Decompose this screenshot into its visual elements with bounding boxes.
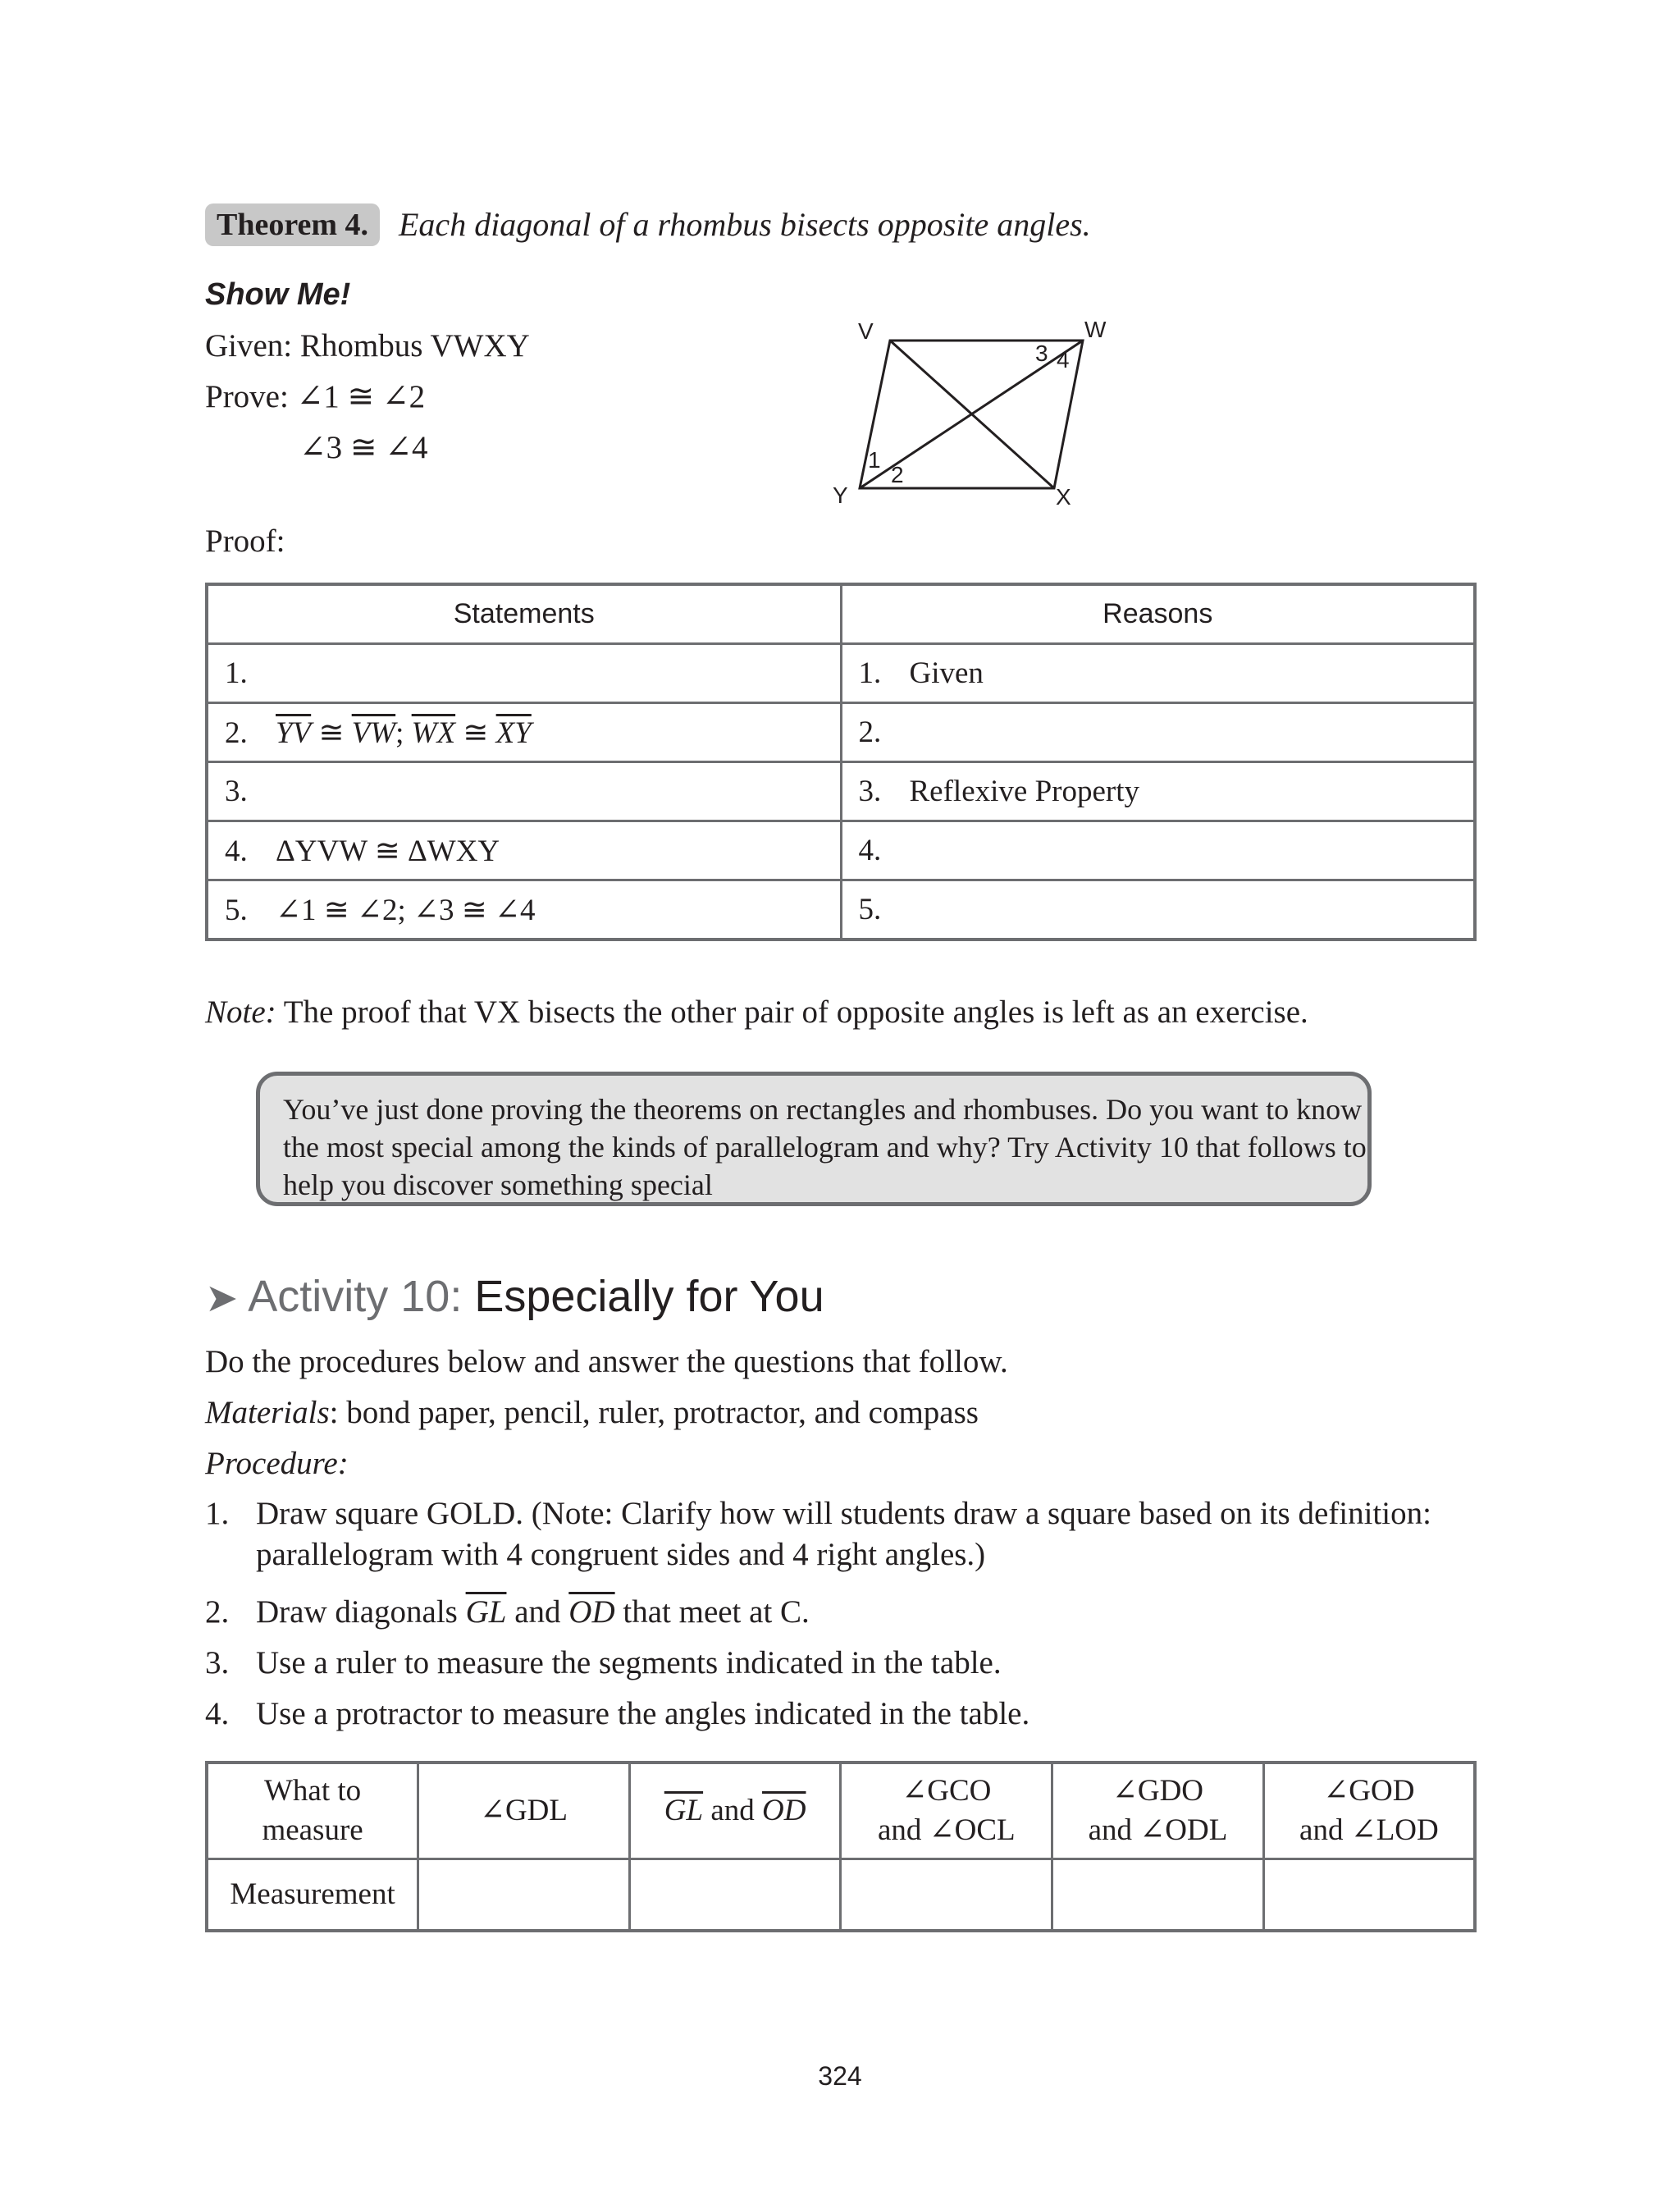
note-label: Note: <box>205 994 276 1030</box>
theorem-label: Theorem 4. <box>205 203 380 246</box>
arrow-icon: ➤ <box>205 1277 239 1320</box>
measurement-table <box>205 1761 1477 1932</box>
angle-label-4: 4 <box>1057 347 1070 373</box>
callout-box <box>256 1072 1372 1206</box>
what-to-measure-header: What to measure <box>207 1763 418 1859</box>
reason-cell[interactable]: 5. <box>841 880 1475 940</box>
given-line: Given: Rhombus VWXY <box>205 328 530 363</box>
vertex-label-v: V <box>858 318 874 344</box>
prove-line-1: Prove: ∠1 ≅ ∠2 <box>205 379 426 414</box>
note-paragraph <box>205 993 1308 1033</box>
materials-line <box>205 1393 979 1433</box>
activity-heading <box>205 1270 824 1325</box>
header-god-lod: ∠GOD and ∠LOD <box>1263 1763 1475 1859</box>
statement-cell[interactable]: 5. ∠1 ≅ ∠2; ∠3 ≅ ∠4 <box>207 880 841 940</box>
statement-cell[interactable]: 4. ΔYVW ≅ ΔWXY <box>207 821 841 880</box>
table-row <box>207 703 1475 762</box>
header-gdl: ∠GDL <box>418 1763 630 1859</box>
prove-line-2: ∠3 ≅ ∠4 <box>299 430 428 465</box>
measurement-cell[interactable] <box>418 1859 630 1932</box>
angle-label-3: 3 <box>1035 341 1048 366</box>
statement-cell[interactable]: 2. $\overline{YV}$ ≅ $\overline{VW}$; $\overline{WX}$ ≅ $\overline{XY}$ <box>207 703 841 762</box>
table-row <box>207 880 1475 940</box>
vertex-label-y: Y <box>833 482 848 508</box>
callout-line: You’ve just done proving the theorems on rectangles and rhombuses. Do you want to know <box>283 1093 1363 1126</box>
proof-table-header <box>207 584 1475 644</box>
angle-label-1: 1 <box>868 447 881 473</box>
statement-cell[interactable]: 3. <box>207 762 841 821</box>
measurement-cell[interactable] <box>629 1859 841 1932</box>
callout-line: the most special among the kinds of parallelogram and why? Try Activity 10 that follows to <box>283 1131 1367 1164</box>
angle-label-2: 2 <box>891 462 904 487</box>
reason-cell[interactable]: 2. <box>841 703 1475 762</box>
header-gdo-odl: ∠GDO and ∠ODL <box>1052 1763 1264 1859</box>
proof-table <box>205 583 1477 941</box>
header-gco-ocl: ∠GCO and ∠OCL <box>841 1763 1052 1859</box>
measurement-cell[interactable] <box>1263 1859 1475 1932</box>
reason-cell[interactable]: 1. Given <box>841 644 1475 703</box>
vertex-label-x: X <box>1056 484 1071 510</box>
vertex-label-w: W <box>1084 317 1107 342</box>
statement-cell[interactable]: 1. <box>207 644 841 703</box>
activity-title: Especially for You <box>462 1272 824 1321</box>
measurement-row <box>207 1859 1475 1932</box>
table-row <box>207 762 1475 821</box>
page-number: 324 <box>818 2061 862 2091</box>
header-gl-od: $\overline{GL}$ and $\overline{OD}$ <box>629 1763 841 1859</box>
procedure-label: Procedure: <box>205 1446 349 1481</box>
measurement-cell[interactable] <box>841 1859 1052 1932</box>
proof-label: Proof: <box>205 523 285 559</box>
reason-cell[interactable]: 3. Reflexive Property <box>841 762 1475 821</box>
reason-cell[interactable]: 4. <box>841 821 1475 880</box>
intro-text: Do the procedures below and answer the questions that follow. <box>205 1344 1008 1379</box>
activity-number: Activity 10: <box>248 1272 463 1321</box>
reasons-header: Reasons <box>841 584 1475 644</box>
measurement-cell[interactable] <box>1052 1859 1264 1932</box>
show-me-heading: Show Me! <box>205 277 351 312</box>
table-row <box>207 644 1475 703</box>
materials-text: : bond paper, pencil, ruler, protractor, and compass <box>329 1395 979 1430</box>
measurement-label: Measurement <box>207 1859 418 1932</box>
note-text: The proof that VX bisects the other pair of opposite angles is left as an exercise. <box>276 994 1308 1030</box>
rhombus-figure <box>820 312 1132 517</box>
theorem-text: Each diagonal of a rhombus bisects opposite angles. <box>399 206 1091 243</box>
table-row <box>207 821 1475 880</box>
materials-label: Materials <box>205 1395 330 1430</box>
statements-header: Statements <box>207 584 841 644</box>
callout-line: help you discover something special <box>283 1168 713 1201</box>
measurement-header-row <box>207 1763 1475 1859</box>
